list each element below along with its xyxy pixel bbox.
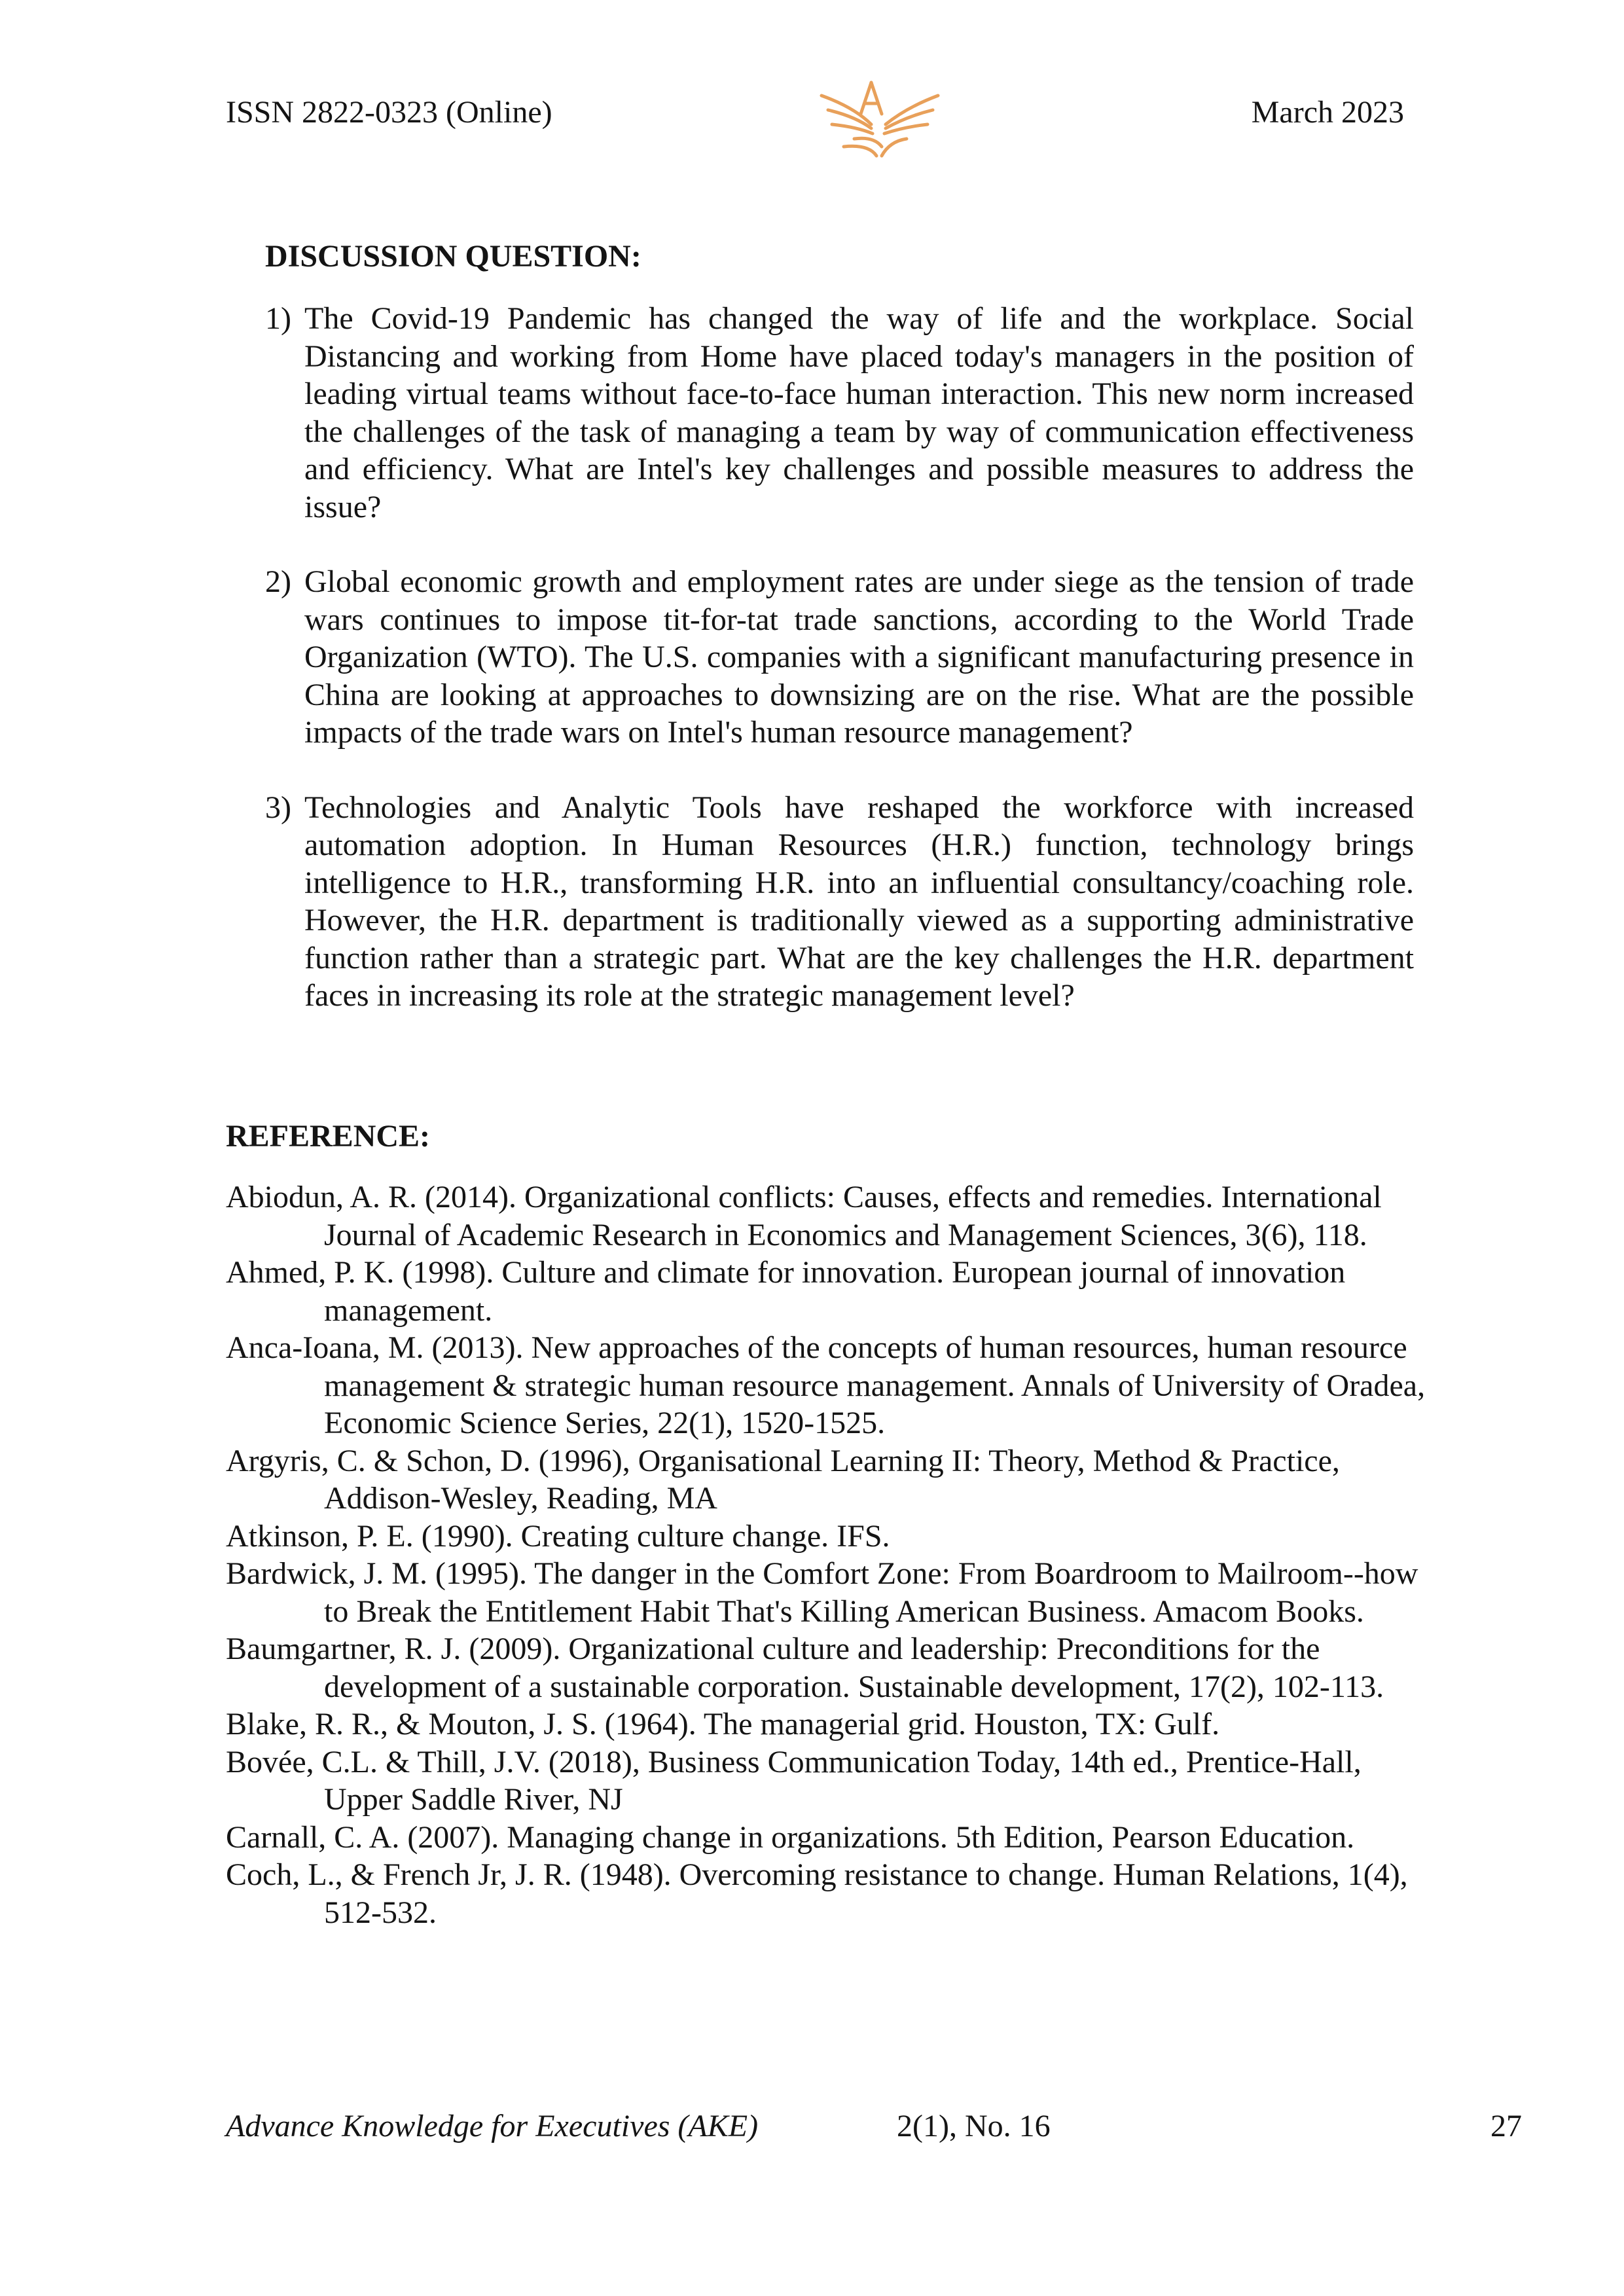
ake-journal-logo-icon xyxy=(808,73,952,165)
reference-entry: Coch, L., & French Jr, J. R. (1948). Overcoming resistance to change. Human Relations, 1(4), 512-532. xyxy=(226,1857,1408,1930)
question-number: 2) xyxy=(265,564,291,599)
reference-entry: Blake, R. R., & Mouton, J. S. (1964). The managerial grid. Houston, TX: Gulf. xyxy=(226,1707,1220,1741)
reference-entry: Atkinson, P. E. (1990). Creating culture change. IFS. xyxy=(226,1518,890,1554)
journal-name: Advance Knowledge for Executives (AKE) xyxy=(226,2109,759,2143)
discussion-question xyxy=(265,300,1414,526)
discussion-heading: DISCUSSION QUESTION: xyxy=(265,239,641,274)
volume-number: 2(1), No. 16 xyxy=(897,2109,1051,2143)
discussion-question xyxy=(265,563,1414,752)
question-number: 3) xyxy=(265,790,291,825)
discussion-question xyxy=(265,789,1414,1015)
reference-entry: Bovée, C.L. & Thill, J.V. (2018), Business Communication Today, 14th ed., Prentice-Hall, Upper Saddle River, NJ xyxy=(226,1744,1362,1817)
reference-entry: Abiodun, A. R. (2014). Organizational conflicts: Causes, effects and remedies. International Journal of Academic Research in Economics and Management Sciences, 3(6), 118. xyxy=(226,1180,1382,1252)
discussion-question-list xyxy=(265,300,1414,1052)
issn-label: ISSN 2822-0323 (Online) xyxy=(226,95,552,130)
question-text: The Covid-19 Pandemic has changed the way of life and the workplace. Social Distancing and working from Home have placed today's managers in the position of leading virtual teams without face-to-face human interaction. This new norm increased the challenges of the task of managing a team by way of communication effectiveness and efficiency. What are Intel's key challenges and possible measures to address the issue? xyxy=(304,301,1414,524)
reference-list xyxy=(226,1178,1437,1931)
reference-entry: Argyris, C. & Schon, D. (1996), Organisational Learning II: Theory, Method & Practice, Addison-Wesley, Reading, MA xyxy=(226,1443,1340,1516)
question-text: Technologies and Analytic Tools have reshaped the workforce with increased automation adoption. In Human Resources (H.R.) function, technology brings intelligence to H.R., transforming H.R. into an influential consultancy/coaching role. However, the H.R. department is traditionally viewed as a supporting administrative function rather than a strategic part. What are the key challenges the H.R. department faces in increasing its role at the strategic management level? xyxy=(304,790,1414,1013)
reference-entry: Anca-Ioana, M. (2013). New approaches of the concepts of human resources, human resource management & strategic human resource management. Annals of University of Oradea, Economic Science Series, 22(1), 1520-1525. xyxy=(226,1330,1426,1440)
reference-entry: Baumgartner, R. J. (2009). Organizational culture and leadership: Preconditions for the development of a sustainable corporation. Sustainable development, 17(2), 102-113. xyxy=(226,1631,1384,1704)
question-text: Global economic growth and employment rates are under siege as the tension of trade wars continues to impose tit-for-tat trade sanctions, according to the World Trade Organization (WTO). The U.S. companies with a significant manufacturing presence in China are looking at approaches to downsizing are on the rise. What are the possible impacts of the trade wars on Intel's human resource management? xyxy=(304,564,1414,750)
issue-date: March 2023 xyxy=(1251,95,1404,130)
page-number: 27 xyxy=(1490,2109,1522,2143)
reference-heading: REFERENCE: xyxy=(226,1119,431,1154)
reference-entry: Ahmed, P. K. (1998). Culture and climate for innovation. European journal of innovation management. xyxy=(226,1255,1346,1328)
question-number: 1) xyxy=(265,301,291,336)
reference-entry: Carnall, C. A. (2007). Managing change in organizations. 5th Edition, Pearson Education. xyxy=(226,1819,1355,1855)
reference-entry: Bardwick, J. M. (1995). The danger in the Comfort Zone: From Boardroom to Mailroom--how to Break the Entitlement Habit That's Killing American Business. Amacom Books. xyxy=(226,1556,1418,1629)
